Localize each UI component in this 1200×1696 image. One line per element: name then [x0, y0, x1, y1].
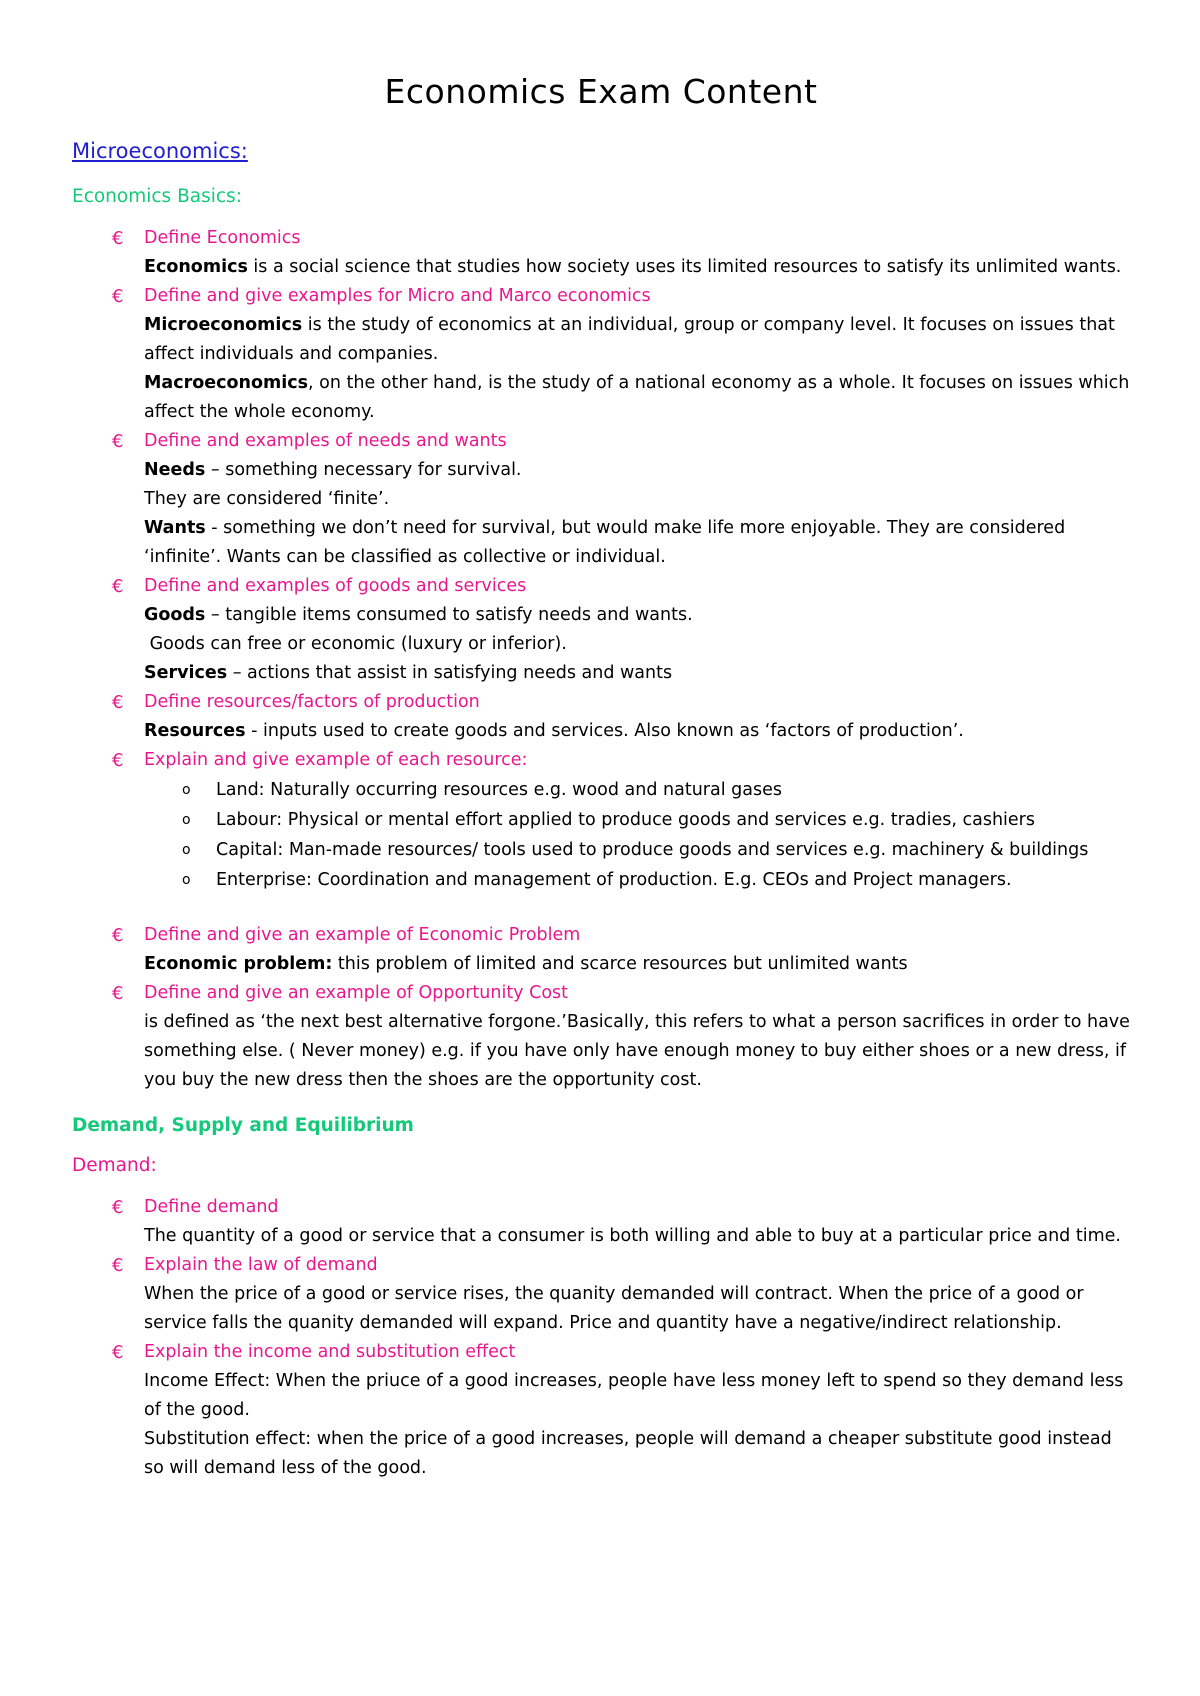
euro-bullet-icon: €	[112, 750, 124, 771]
circle-bullet-icon: o	[182, 812, 191, 828]
answer-text	[144, 630, 1130, 659]
definition: Goods can free or economic (luxury or inferior).	[144, 634, 567, 654]
euro-bullet-icon: €	[112, 1197, 124, 1218]
definition: – something necessary for survival.	[205, 460, 522, 480]
document-title: Economics Exam Content	[384, 72, 818, 111]
sub-list-item	[182, 865, 1130, 895]
definition: Substitution effect: when the price of a good increases, people will demand a cheaper substitute good instead so will demand less of the good.	[144, 1429, 1112, 1478]
euro-bullet-icon: €	[112, 576, 124, 597]
sub-item-text: Labour: Physical or mental effort applied to produce goods and services e.g. tradies, cashiers	[216, 810, 1035, 830]
question-text: Explain the income and substitution effect	[144, 1342, 516, 1362]
demand-heading: Demand:	[72, 1155, 157, 1176]
circle-bullet-icon: o	[182, 842, 191, 858]
euro-bullet-icon: €	[112, 983, 124, 1004]
list-item	[112, 282, 1130, 427]
list-item	[112, 1338, 1130, 1483]
list-item	[112, 921, 1130, 979]
question-text: Define demand	[144, 1197, 279, 1217]
answer-text	[144, 456, 1130, 485]
question-text: Define and give an example of Economic Problem	[144, 925, 581, 945]
spacer	[144, 895, 1130, 921]
list-item	[112, 427, 1130, 572]
term: Needs	[144, 460, 206, 480]
answer-text	[144, 659, 1130, 688]
basics-list	[72, 224, 1130, 1095]
euro-bullet-icon: €	[112, 228, 124, 249]
definition: , on the other hand, is the study of a national economy as a whole. It focuses on issues which affect the whole economy.	[144, 373, 1130, 422]
question-text: Explain the law of demand	[144, 1255, 378, 1275]
euro-bullet-icon: €	[112, 925, 124, 946]
answer-text	[144, 1008, 1130, 1095]
list-item	[112, 1251, 1130, 1338]
sub-item-text: Capital: Man-made resources/ tools used to produce goods and services e.g. machinery & buildings	[216, 840, 1089, 860]
answer-text	[144, 514, 1130, 572]
answer-text	[144, 950, 1130, 979]
term: Goods	[144, 605, 206, 625]
definition: - something we don’t need for survival, but would make life more enjoyable. They are considered ‘infinite’. Wants can be classified as collective or individual.	[144, 518, 1066, 567]
microeconomics-heading: Microeconomics:	[72, 139, 248, 163]
definition: The quantity of a good or service that a consumer is both willing and able to buy at a particular price and time.	[144, 1226, 1121, 1246]
list-item	[112, 746, 1130, 921]
list-item	[112, 979, 1130, 1095]
answer-text	[144, 1367, 1130, 1425]
answer-text	[144, 369, 1130, 427]
answer-text	[144, 311, 1130, 369]
sub-list-item	[182, 805, 1130, 835]
answer-text	[144, 1425, 1130, 1483]
definition: is defined as ‘the next best alternative forgone.’Basically, this refers to what a person sacrifices in order to have something else. ( Never money) e.g. if you have only have enough money to buy either shoes or a new dress, if you buy the new dress then the shoes are the opportunity cost.	[144, 1012, 1130, 1090]
euro-bullet-icon: €	[112, 431, 124, 452]
list-item	[112, 688, 1130, 746]
answer-text	[144, 1280, 1130, 1338]
euro-bullet-icon: €	[112, 692, 124, 713]
answer-text	[144, 485, 1130, 514]
list-item	[112, 572, 1130, 688]
demand-supply-equilibrium-heading: Demand, Supply and Equilibrium	[72, 1115, 414, 1136]
circle-bullet-icon: o	[182, 782, 191, 798]
definition: – actions that assist in satisfying needs and wants	[227, 663, 673, 683]
euro-bullet-icon: €	[112, 1342, 124, 1363]
question-text: Define Economics	[144, 228, 301, 248]
euro-bullet-icon: €	[112, 1255, 124, 1276]
term: Economic problem:	[144, 954, 333, 974]
answer-text	[144, 253, 1130, 282]
list-item	[112, 224, 1130, 282]
circle-bullet-icon: o	[182, 872, 191, 888]
question-text: Define and examples of needs and wants	[144, 431, 507, 451]
question-text: Define and give examples for Micro and Marco economics	[144, 286, 651, 306]
question-text: Define and examples of goods and services	[144, 576, 527, 596]
definition: When the price of a good or service rises, the quanity demanded will contract. When the price of a good or service falls the quanity demanded will expand. Price and quantity have a negative/indirect relationship.	[144, 1284, 1084, 1333]
euro-bullet-icon: €	[112, 286, 124, 307]
question-text: Define and give an example of Opportunity Cost	[144, 983, 569, 1003]
sub-item-text: Enterprise: Coordination and management of production. E.g. CEOs and Project managers.	[216, 870, 1012, 890]
term: Microeconomics	[144, 315, 303, 335]
answer-text	[144, 601, 1130, 630]
question-text: Explain and give example of each resource:	[144, 750, 528, 770]
sub-list-item	[182, 835, 1130, 865]
term: Wants	[144, 518, 206, 538]
sub-list-item	[182, 775, 1130, 805]
answer-text	[144, 1222, 1130, 1251]
definition: Income Effect: When the priuce of a good increases, people have less money left to spend so they demand less of the good.	[144, 1371, 1124, 1420]
definition: this problem of limited and scarce resources but unlimited wants	[332, 954, 908, 974]
list-item	[112, 1193, 1130, 1251]
resource-sublist	[144, 775, 1130, 895]
answer-text	[144, 717, 1130, 746]
question-text: Define resources/factors of production	[144, 692, 480, 712]
economics-basics-heading: Economics Basics:	[72, 186, 242, 207]
term: Economics	[144, 257, 248, 277]
definition: – tangible items consumed to satisfy needs and wants.	[205, 605, 693, 625]
definition: They are considered ‘finite’.	[144, 489, 390, 509]
term: Services	[144, 663, 228, 683]
demand-list	[72, 1193, 1130, 1483]
term: Resources	[144, 721, 246, 741]
definition: is the study of economics at an individual, group or company level. It focuses on issues that affect individuals and companies.	[144, 315, 1115, 364]
definition: - inputs used to create goods and services. Also known as ‘factors of production’.	[245, 721, 964, 741]
term: Macroeconomics	[144, 373, 309, 393]
definition: is a social science that studies how society uses its limited resources to satisfy its unlimited wants.	[247, 257, 1122, 277]
sub-item-text: Land: Naturally occurring resources e.g. wood and natural gases	[216, 780, 782, 800]
